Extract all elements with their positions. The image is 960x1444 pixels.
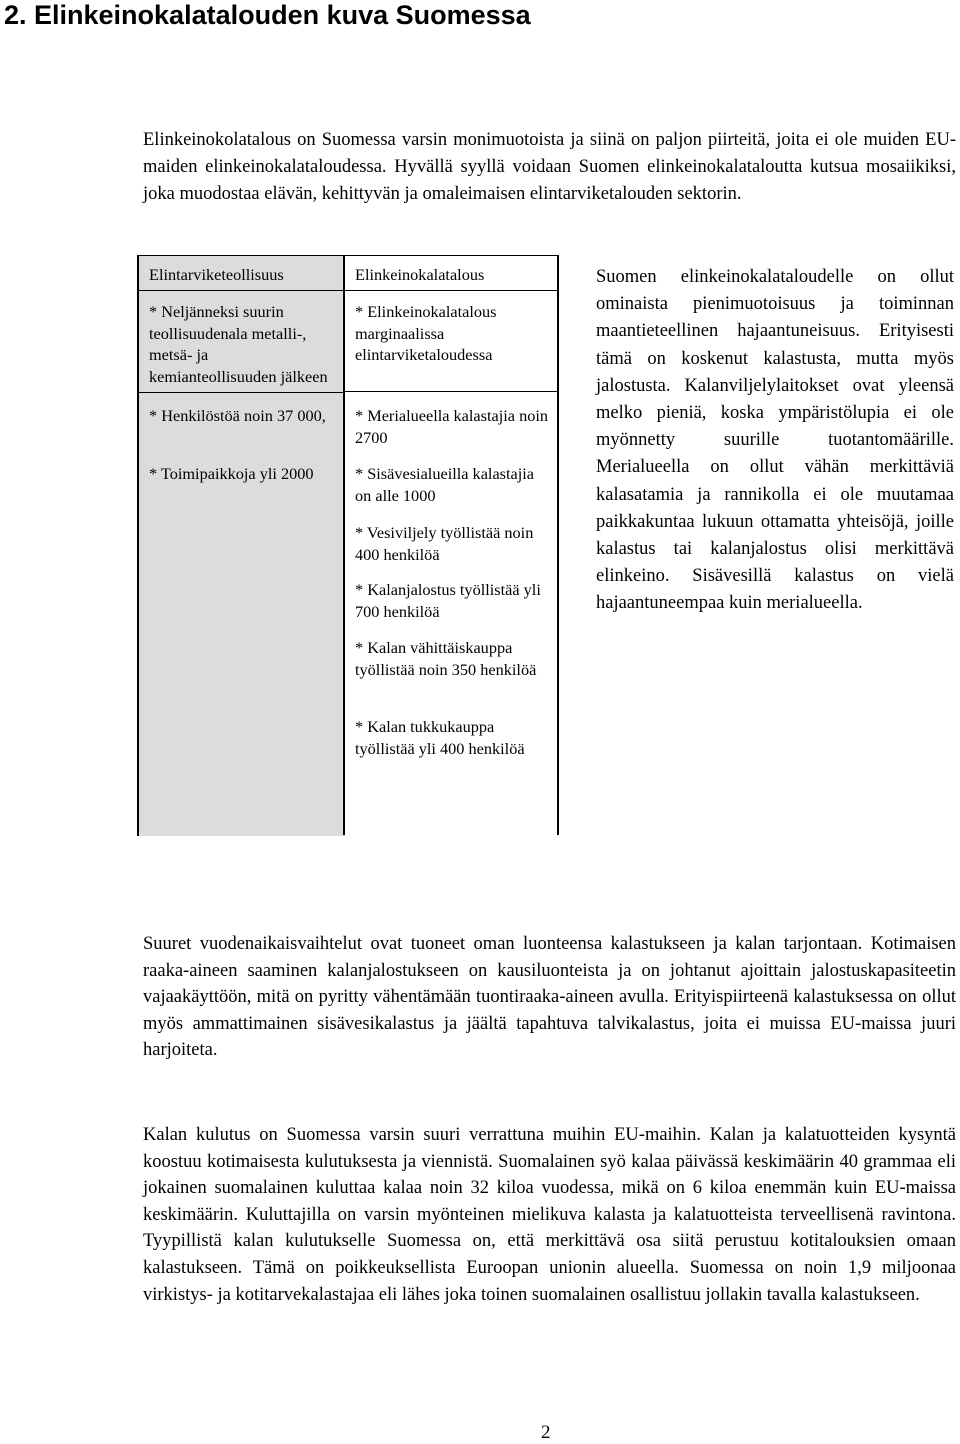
table-right-item: * Merialueella kalastajia noin 2700 [355,406,549,447]
paragraph-seasonal: Suuret vuodenaikaisvaihtelut ovat tuoneet oman luonteensa kalastukseen ja kalan tarjontaan. Kotimaisen raaka-aineen saaminen kalanjalostukseen on kausiluonteista ja on johtanut ajoittain jalostuskapasiteetin vajaakäyttöön, mitä on pyritty vähentämään tuontiraaka-aineen avulla. Erityispiirteenä kalastuksessa on ollut myös ammattimainen sisävesikalastus ja jäältä tapahtuva talvikalastus, joita ei muissa EU-maissa juuri harjoiteta. [143,934,956,1061]
table-right-item: * Kalanjalostus työllistää yli 700 henkilöä [355,580,541,621]
table-right-divider [345,391,557,392]
paragraph-consumption: Kalan kulutus on Suomessa varsin suuri verrattuna muihin EU-maihin. Kalan ja kalatuotteiden kysyntä koostuu kotimaisesta kulutuksesta ja viennistä. Suomalainen syö kalaa päivässä keskimäärin 40 grammaa eli jokainen suomalainen kuluttaa kalaa noin 32 kiloa vuodessa, mikä on 6 kiloa enemmän kuin EU-maissa keskimäärin. Kuluttajilla on varsin myönteinen mielikuva kalasta ja kalatuotteista terveellisenä ravintona. Tyypillistä kalan kulutukselle Suomessa on, että merkittävä osa siitä perustuu kotitalouksien omaan kalastukseen. Tämä on poikkeuksellista Euroopan unionin alueella. Suomessa on noin 1,9 miljoonaa virkistys- ja kotitarvekalastajaa eli lähes joka toinen suomalainen osallistuu jollakin tavalla kalastukseen. [143,1125,956,1305]
table-right-item: * Kalan tukkukauppa työllistää yli 400 henkilöä [355,717,525,758]
table-left-divider [139,392,345,393]
table-left-item: * Henkilöstöä noin 37 000, [149,406,326,425]
table-right-summary: * Elinkeinokalatalous marginaalissa elintarviketaloudessa [355,302,497,365]
table-right-item: * Vesiviljely työllistää noin 400 henkilöä [355,523,534,564]
intro-paragraph: Elinkeinokolatalous on Suomessa varsin monimuotoista ja siinä on paljon piirteitä, joita ei ole muiden EU-maiden elinkeinokalataloudessa. Hyvällä syyllä voidaan Suomen elinkeinokalataloutta kutsua mosaiikiksi, joka muodostaa elävän, kehittyvän ja omaleimaisen elintarviketalouden sektorin. [143,130,956,204]
page-number: 2 [541,1422,551,1443]
table-right-border [557,255,559,835]
page-heading: 2. Elinkeinokalatalouden kuva Suomessa [4,0,531,30]
table-left-header: Elintarviketeollisuus [149,265,284,284]
table-left-summary: * Neljänneksi suurin teollisuudenala metalli-, metsä- ja kemianteollisuuden jälkeen [149,302,328,386]
table-right-header: Elinkeinokalatalous [355,265,485,284]
table-header-border [345,290,557,291]
table-left-item: * Toimipaikkoja yli 2000 [149,464,314,483]
table-right-item: * Sisävesialueilla kalastajia on alle 1000 [355,464,535,505]
table-top-border [345,255,557,256]
table-middle-border [343,255,345,835]
table-right-item: * Kalan vähittäiskauppa työllistää noin 350 henkilöä [355,638,537,679]
side-paragraph: Suomen elinkeinokalataloudelle on ollut ominaista pienimuotoisuus ja toiminnan maantieteellinen hajaantuneisuus. Erityisesti tämä on koskenut kalastusta, mutta myös jalostusta. Kalanviljelylaitokset ovat yleensä melko pieniä, koska ympäristölupia ei ole myönnetty suurille tuotantomäärille. Merialueella on ollut vähän merkittäviä kalasatamia ja rannikolla ei ole muutamaa paikkakuntaa lukuun ottamatta yhteisöjä, joille kalastus tai kalanjalostus olisi merkittävä elinkeino. Sisävesillä kalastus on vielä hajaantuneempaa kuin merialueella. [596,267,954,614]
